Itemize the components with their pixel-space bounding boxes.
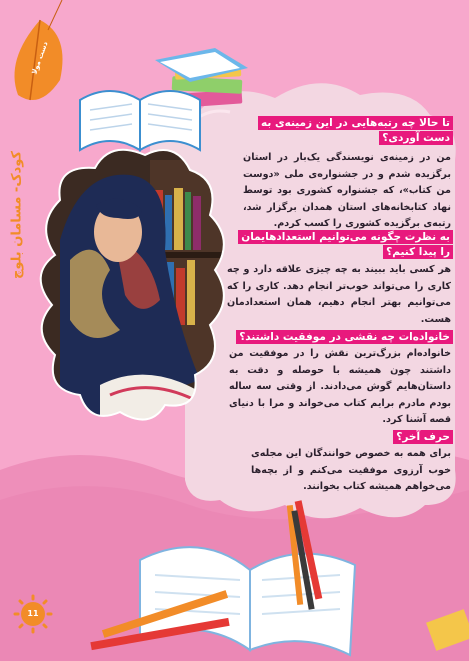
section-body: هر کسی باید ببیند به چه چیزی علاقه دارد و چه کاری را می‌تواند خوب‌تر انجام دهد. کاری را که می‌توانیم بهتر انجام دهیم، همان استعدادمان هست. <box>227 264 451 325</box>
section-body: من در زمینه‌ی نویسندگی یک‌بار در استان برگزیده شدم و در جشنواره‌ی ملی «دوست من کتاب»، که جشنواره کشوری بود توسط نهاد کتابخانه‌های استان همدان برگزار شد، رتبه‌ی برگزیده کشوری را کسب کردم. <box>243 152 451 230</box>
section-heading: تا حالا چه رتبه‌هایی در این زمینه‌ی به دست آوردی؟ <box>243 116 453 146</box>
section-heading: به نظرت چگونه می‌توانیم استعدادهایمان را پیدا کنیم؟ <box>237 230 453 260</box>
page-number: 11 <box>27 609 39 618</box>
side-name-label <box>4 140 30 290</box>
section-heading: حرف آخر؟ <box>233 430 453 445</box>
section-tag-label <box>18 28 62 88</box>
svg-text:دست مولا: دست مولا <box>30 40 50 76</box>
section-heading: خانواده‌ات چه نقشی در موفقیت داشتند؟ <box>229 330 453 345</box>
section-body: برای همه به خصوص خوانندگان این مجله‌ی خوب آرزوی موفقیت می‌کنم و از بچه‌ها می‌خواهم همیشه کتاب بخوانند. <box>251 448 451 493</box>
svg-text:کودک- مسامان بلوچ: کودک- مسامان بلوچ <box>9 150 25 280</box>
section-body: خانواده‌ام بزرگ‌ترین نقش را در موفقیت من داشتند چون همیشه با حوصله و دقت به داستان‌هایم گوش می‌دادند. از وقتی سه ساله بودم مادرم برایم کتاب می‌خواند و مرا با دنیای قصه آشنا کرد. <box>229 348 451 426</box>
